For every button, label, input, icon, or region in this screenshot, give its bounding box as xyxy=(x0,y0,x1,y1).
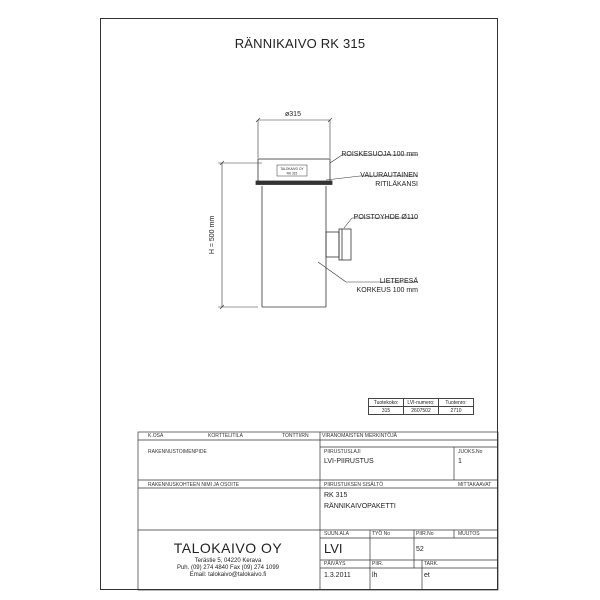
height-label: H = 500 mm xyxy=(209,215,216,255)
value-juoks: 1 xyxy=(458,458,462,465)
company-name: TALOKAIVO OY xyxy=(173,540,283,556)
spec-value: 2710 xyxy=(439,407,474,415)
label-muutos: MUUTOS xyxy=(458,531,480,537)
spec-value: 2607502 xyxy=(404,407,439,415)
label-mittakaavat: MITTAKAAVAT xyxy=(458,482,492,488)
label-sisalto: PIIRUSTUKSEN SISÄLTÖ xyxy=(324,482,384,488)
label-rakennuskohde: RAKENNUSKOHTEEN NIMI JA OSOITE xyxy=(148,482,240,488)
value-sisalto-line1: RK 315 xyxy=(324,492,348,499)
lid-text-model: RK 315 xyxy=(286,171,298,176)
value-piir-no: 52 xyxy=(416,546,424,553)
callout-lietepesa: LIETEPESÄ xyxy=(379,278,418,285)
callout-poistoyhde: POISTOYHDE Ø110 xyxy=(353,214,418,221)
spec-header: LVI-numero: xyxy=(404,399,439,407)
label-korttelitila: KORTTELITILA xyxy=(208,433,243,439)
label-piir-no: PIIR.No xyxy=(416,531,434,537)
company-phone: Puh. (09) 274 4840 Fax (09) 274 1099 xyxy=(176,565,280,571)
label-suun-ala: SUUN.ALA xyxy=(324,531,350,537)
label-piir: PIIR. xyxy=(372,561,384,567)
label-rakennustoimenpide: RAKENNUSTOIMENPIDE xyxy=(148,449,207,455)
value-paivays: 1.3.2011 xyxy=(324,572,351,579)
label-k-osa: K.OSA xyxy=(148,433,164,439)
label-tontti: TONTTI/RN xyxy=(282,433,309,439)
value-piirustuslaji: LVI-PIIRUSTUS xyxy=(324,458,374,465)
callout-roiskesuoja: ROISKESUOJA 100 mm xyxy=(341,151,418,158)
callout-korkeus: KORKEUS 100 mm xyxy=(356,287,418,294)
diameter-label: ø315 xyxy=(285,111,301,118)
spec-header: Tuotenro: xyxy=(439,399,474,407)
value-sisalto-line2: RÄNNIKAIVOPAKETTI xyxy=(324,503,396,510)
drawing-title: RÄNNIKAIVO RK 315 xyxy=(234,36,366,51)
company-address: Terästie 5, 04220 Kerava xyxy=(194,558,262,564)
spec-header: Tuotekoko: xyxy=(369,399,404,407)
callout-valurautainen: VALURAUTAINEN xyxy=(360,172,418,179)
value-suun-ala: LVI xyxy=(324,541,343,556)
callout-ritilakansi: RITILÄKANSI xyxy=(375,181,418,188)
label-tyo-no: TYÖ No xyxy=(372,531,391,537)
company-email: Email: talokaivo@talokaivo.fi xyxy=(189,572,267,578)
label-tark: TARK. xyxy=(424,561,439,567)
label-viranomaisten: VIRANOMAISTEN MERKINTÖJÄ xyxy=(322,433,398,439)
lid-text-company: TALOKAIVO OY xyxy=(280,167,304,171)
spec-value: 315 xyxy=(369,407,404,415)
label-piirustuslaji: PIIRUSTUSLAJI xyxy=(324,449,361,455)
label-paivays: PÄIVÄYS xyxy=(324,561,346,567)
value-piir: lh xyxy=(372,572,378,579)
value-tark: et xyxy=(424,572,430,579)
label-juoks: JUOKS.No xyxy=(458,449,483,455)
